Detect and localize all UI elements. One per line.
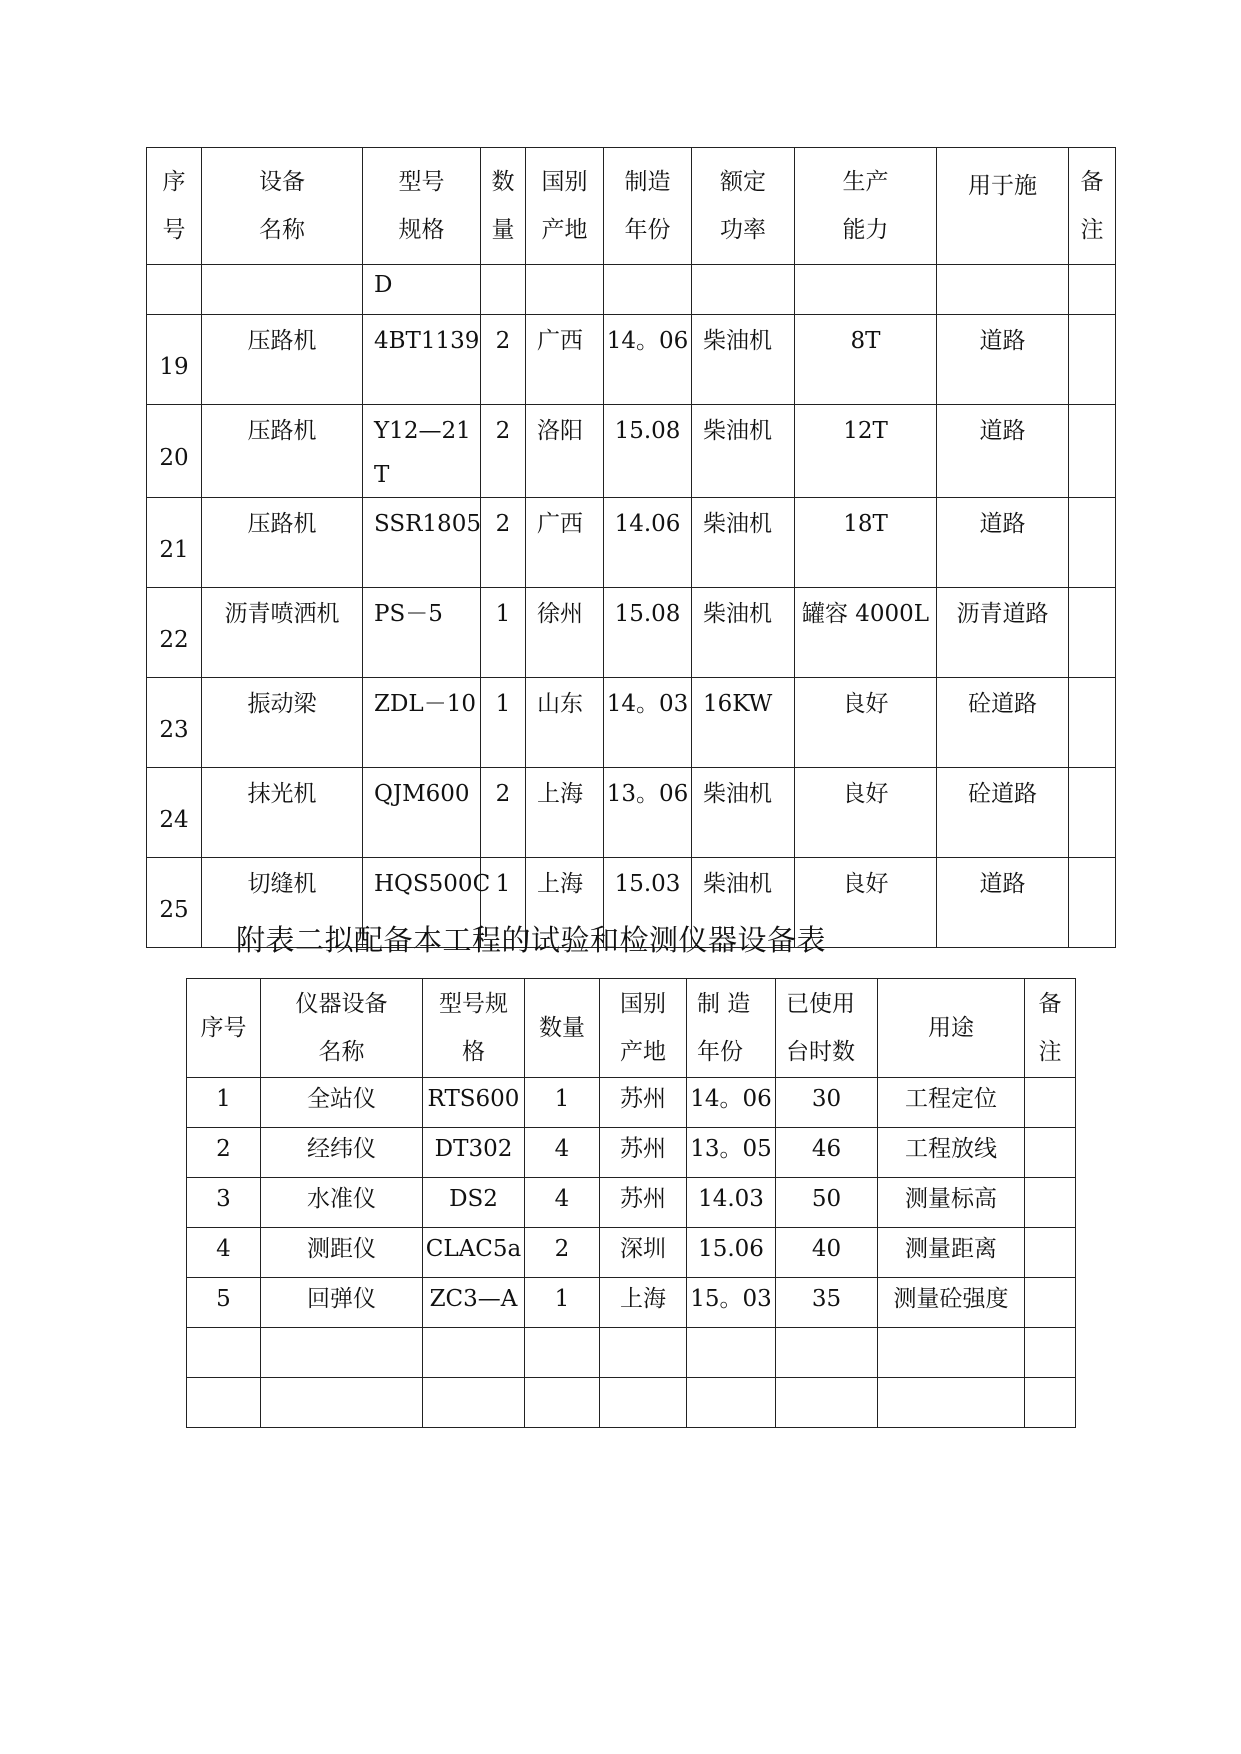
cell-qty: 1 bbox=[525, 1278, 600, 1328]
cell-power: 柴油机 bbox=[692, 315, 795, 405]
cell-usage: 道路 bbox=[937, 315, 1069, 405]
cell-origin: 深圳 bbox=[600, 1228, 687, 1278]
header-purpose: 用途 bbox=[878, 979, 1025, 1078]
cell-hours: 50 bbox=[776, 1178, 878, 1228]
cell-capacity: 罐容 4000L bbox=[795, 588, 937, 678]
cell-seq: 3 bbox=[187, 1178, 261, 1228]
cell-name: 振动梁 bbox=[202, 678, 363, 768]
cell-remark bbox=[1025, 1228, 1076, 1278]
cell-seq: 25 bbox=[147, 858, 202, 948]
cell-origin: 苏州 bbox=[600, 1078, 687, 1128]
cell-model: ZDL－10 bbox=[363, 678, 481, 768]
cell-power: 柴油机 bbox=[692, 588, 795, 678]
cell-qty: 1 bbox=[525, 1078, 600, 1128]
header-seq: 序 号 bbox=[147, 148, 202, 265]
cell: D bbox=[363, 265, 481, 315]
cell-year: 15。03 bbox=[687, 1278, 776, 1328]
table-row bbox=[147, 768, 1116, 858]
table-row bbox=[147, 405, 1116, 498]
cell-seq: 22 bbox=[147, 588, 202, 678]
cell-origin: 山东 bbox=[526, 678, 604, 768]
cell-remark bbox=[1025, 1078, 1076, 1128]
cell-capacity: 良好 bbox=[795, 678, 937, 768]
cell-purpose: 测量砼强度 bbox=[878, 1278, 1025, 1328]
cell-purpose: 工程定位 bbox=[878, 1078, 1025, 1128]
cell bbox=[261, 1378, 423, 1428]
cell-qty: 4 bbox=[525, 1178, 600, 1228]
cell-qty: 2 bbox=[481, 768, 526, 858]
cell-usage: 道路 bbox=[937, 858, 1069, 948]
cell-qty: 1 bbox=[481, 678, 526, 768]
cell bbox=[692, 265, 795, 315]
cell-purpose: 测量标高 bbox=[878, 1178, 1025, 1228]
cell-model: CLAC5a bbox=[423, 1228, 525, 1278]
cell-year: 15.08 bbox=[604, 588, 692, 678]
header-hours: 已使用 台时数 bbox=[776, 979, 878, 1078]
cell-remark bbox=[1025, 1278, 1076, 1328]
cell-year: 15.03 bbox=[604, 858, 692, 948]
cell-name: 压路机 bbox=[202, 498, 363, 588]
cell-origin: 上海 bbox=[526, 858, 604, 948]
cell-origin: 广西 bbox=[526, 315, 604, 405]
cell-model: ZC3—A bbox=[423, 1278, 525, 1328]
cell-name: 回弹仪 bbox=[261, 1278, 423, 1328]
cell bbox=[525, 1378, 600, 1428]
cell bbox=[423, 1378, 525, 1428]
cell-seq: 23 bbox=[147, 678, 202, 768]
cell-origin: 上海 bbox=[526, 768, 604, 858]
cell bbox=[687, 1328, 776, 1378]
cell-remark bbox=[1069, 405, 1116, 498]
cell bbox=[481, 265, 526, 315]
header-qty: 数量 bbox=[525, 979, 600, 1078]
cell-seq: 4 bbox=[187, 1228, 261, 1278]
empty-row bbox=[187, 1378, 1076, 1428]
header-qty: 数 量 bbox=[481, 148, 526, 265]
cell-origin: 苏州 bbox=[600, 1178, 687, 1228]
instrument-table bbox=[186, 978, 1076, 1428]
cell bbox=[147, 265, 202, 315]
cell bbox=[776, 1328, 878, 1378]
cell-model: PS－5 bbox=[363, 588, 481, 678]
cell-origin: 广西 bbox=[526, 498, 604, 588]
equipment-table bbox=[146, 147, 1116, 948]
table-header-row bbox=[187, 979, 1076, 1078]
cell-power: 16KW bbox=[692, 678, 795, 768]
cell-model: QJM600 bbox=[363, 768, 481, 858]
cell bbox=[261, 1328, 423, 1378]
empty-row bbox=[187, 1328, 1076, 1378]
cell bbox=[600, 1378, 687, 1428]
cell-remark bbox=[1025, 1178, 1076, 1228]
header-remark: 备 注 bbox=[1025, 979, 1076, 1078]
cell-name: 全站仪 bbox=[261, 1078, 423, 1128]
header-power: 额定 功率 bbox=[692, 148, 795, 265]
cell bbox=[525, 1328, 600, 1378]
cell-name: 抹光机 bbox=[202, 768, 363, 858]
cell-remark bbox=[1069, 768, 1116, 858]
cell-name: 经纬仪 bbox=[261, 1128, 423, 1178]
cell-remark bbox=[1069, 315, 1116, 405]
header-name: 设备 名称 bbox=[202, 148, 363, 265]
cell-remark bbox=[1069, 588, 1116, 678]
cell-purpose: 测量距离 bbox=[878, 1228, 1025, 1278]
cell-remark bbox=[1069, 498, 1116, 588]
cell-model: Y12—21 T bbox=[363, 405, 481, 498]
cell-qty: 2 bbox=[481, 315, 526, 405]
cell-usage: 砼道路 bbox=[937, 678, 1069, 768]
cell-model: HQS500C bbox=[363, 858, 481, 948]
cell-model: RTS600 bbox=[423, 1078, 525, 1128]
cell bbox=[878, 1328, 1025, 1378]
cell-origin: 上海 bbox=[600, 1278, 687, 1328]
header-model: 型号规 格 bbox=[423, 979, 525, 1078]
cell-capacity: 8T bbox=[795, 315, 937, 405]
table-row bbox=[187, 1278, 1076, 1328]
cell-capacity: 12T bbox=[795, 405, 937, 498]
table-row bbox=[147, 315, 1116, 405]
table-row bbox=[147, 498, 1116, 588]
cell-year: 14。06 bbox=[687, 1078, 776, 1128]
cell-purpose: 工程放线 bbox=[878, 1128, 1025, 1178]
cell-year: 13。05 bbox=[687, 1128, 776, 1178]
cell-usage: 砼道路 bbox=[937, 768, 1069, 858]
cell-seq: 2 bbox=[187, 1128, 261, 1178]
table-row bbox=[187, 1078, 1076, 1128]
cell bbox=[187, 1378, 261, 1428]
cell-origin: 洛阳 bbox=[526, 405, 604, 498]
cell-power: 柴油机 bbox=[692, 858, 795, 948]
cell bbox=[687, 1378, 776, 1428]
table-header-row bbox=[147, 148, 1116, 265]
cell-hours: 35 bbox=[776, 1278, 878, 1328]
header-name: 仪器设备 名称 bbox=[261, 979, 423, 1078]
cell-model: 4BT1139 bbox=[363, 315, 481, 405]
cell-capacity: 良好 bbox=[795, 768, 937, 858]
cell-name: 压路机 bbox=[202, 405, 363, 498]
table-row bbox=[187, 1178, 1076, 1228]
cell-origin: 苏州 bbox=[600, 1128, 687, 1178]
cell bbox=[187, 1328, 261, 1378]
cell-power: 柴油机 bbox=[692, 405, 795, 498]
cell-remark bbox=[1069, 678, 1116, 768]
cell bbox=[1069, 265, 1116, 315]
table-row bbox=[187, 1228, 1076, 1278]
cell-hours: 30 bbox=[776, 1078, 878, 1128]
cell-hours: 40 bbox=[776, 1228, 878, 1278]
cell-seq: 19 bbox=[147, 315, 202, 405]
cell-remark bbox=[1069, 858, 1116, 948]
cell bbox=[795, 265, 937, 315]
header-year: 制造 年份 bbox=[604, 148, 692, 265]
cell-name: 沥青喷洒机 bbox=[202, 588, 363, 678]
header-usage: 用于施 bbox=[937, 148, 1069, 265]
header-model: 型号 规格 bbox=[363, 148, 481, 265]
cell-name: 压路机 bbox=[202, 315, 363, 405]
cell-qty: 1 bbox=[481, 858, 526, 948]
cell bbox=[600, 1328, 687, 1378]
table-row bbox=[147, 588, 1116, 678]
cell-seq: 20 bbox=[147, 405, 202, 498]
cell-power: 柴油机 bbox=[692, 768, 795, 858]
header-origin: 国别 产地 bbox=[600, 979, 687, 1078]
cell-year: 14.06 bbox=[604, 498, 692, 588]
cell-year: 14。03 bbox=[604, 678, 692, 768]
header-remark: 备 注 bbox=[1069, 148, 1116, 265]
cell-year: 14.03 bbox=[687, 1178, 776, 1228]
header-seq: 序号 bbox=[187, 979, 261, 1078]
cell-hours: 46 bbox=[776, 1128, 878, 1178]
table-row bbox=[147, 678, 1116, 768]
cell bbox=[526, 265, 604, 315]
cell bbox=[937, 265, 1069, 315]
cell-name: 水准仪 bbox=[261, 1178, 423, 1228]
cell-model: SSR1805 bbox=[363, 498, 481, 588]
cell-usage: 道路 bbox=[937, 405, 1069, 498]
cell-usage: 道路 bbox=[937, 498, 1069, 588]
cell-usage: 沥青道路 bbox=[937, 588, 1069, 678]
cell bbox=[202, 265, 363, 315]
cell bbox=[1025, 1378, 1076, 1428]
cell-power: 柴油机 bbox=[692, 498, 795, 588]
cell bbox=[878, 1378, 1025, 1428]
cell-qty: 1 bbox=[481, 588, 526, 678]
cell-seq: 1 bbox=[187, 1078, 261, 1128]
cell bbox=[776, 1378, 878, 1428]
cell-qty: 2 bbox=[525, 1228, 600, 1278]
table-caption: 附表二拟配备本工程的试验和检测仪器设备表 bbox=[236, 923, 827, 957]
cell-name: 测距仪 bbox=[261, 1228, 423, 1278]
cell-name: 切缝机 bbox=[202, 858, 363, 948]
header-capacity: 生产 能力 bbox=[795, 148, 937, 265]
cell bbox=[423, 1328, 525, 1378]
cell-year: 15.06 bbox=[687, 1228, 776, 1278]
cell-seq: 24 bbox=[147, 768, 202, 858]
cell-seq: 5 bbox=[187, 1278, 261, 1328]
cell-capacity: 良好 bbox=[795, 858, 937, 948]
cell-qty: 2 bbox=[481, 405, 526, 498]
header-year: 制 造 年份 bbox=[687, 979, 776, 1078]
table-row bbox=[147, 265, 1116, 315]
cell-model: DT302 bbox=[423, 1128, 525, 1178]
cell-capacity: 18T bbox=[795, 498, 937, 588]
cell-model: DS2 bbox=[423, 1178, 525, 1228]
cell-qty: 4 bbox=[525, 1128, 600, 1178]
cell-year: 14。06 bbox=[604, 315, 692, 405]
cell-year: 15.08 bbox=[604, 405, 692, 498]
cell-year: 13。06 bbox=[604, 768, 692, 858]
cell-remark bbox=[1025, 1128, 1076, 1178]
cell-origin: 徐州 bbox=[526, 588, 604, 678]
cell bbox=[604, 265, 692, 315]
cell-qty: 2 bbox=[481, 498, 526, 588]
cell-seq: 21 bbox=[147, 498, 202, 588]
header-origin: 国别 产地 bbox=[526, 148, 604, 265]
table-row bbox=[187, 1128, 1076, 1178]
cell bbox=[1025, 1328, 1076, 1378]
